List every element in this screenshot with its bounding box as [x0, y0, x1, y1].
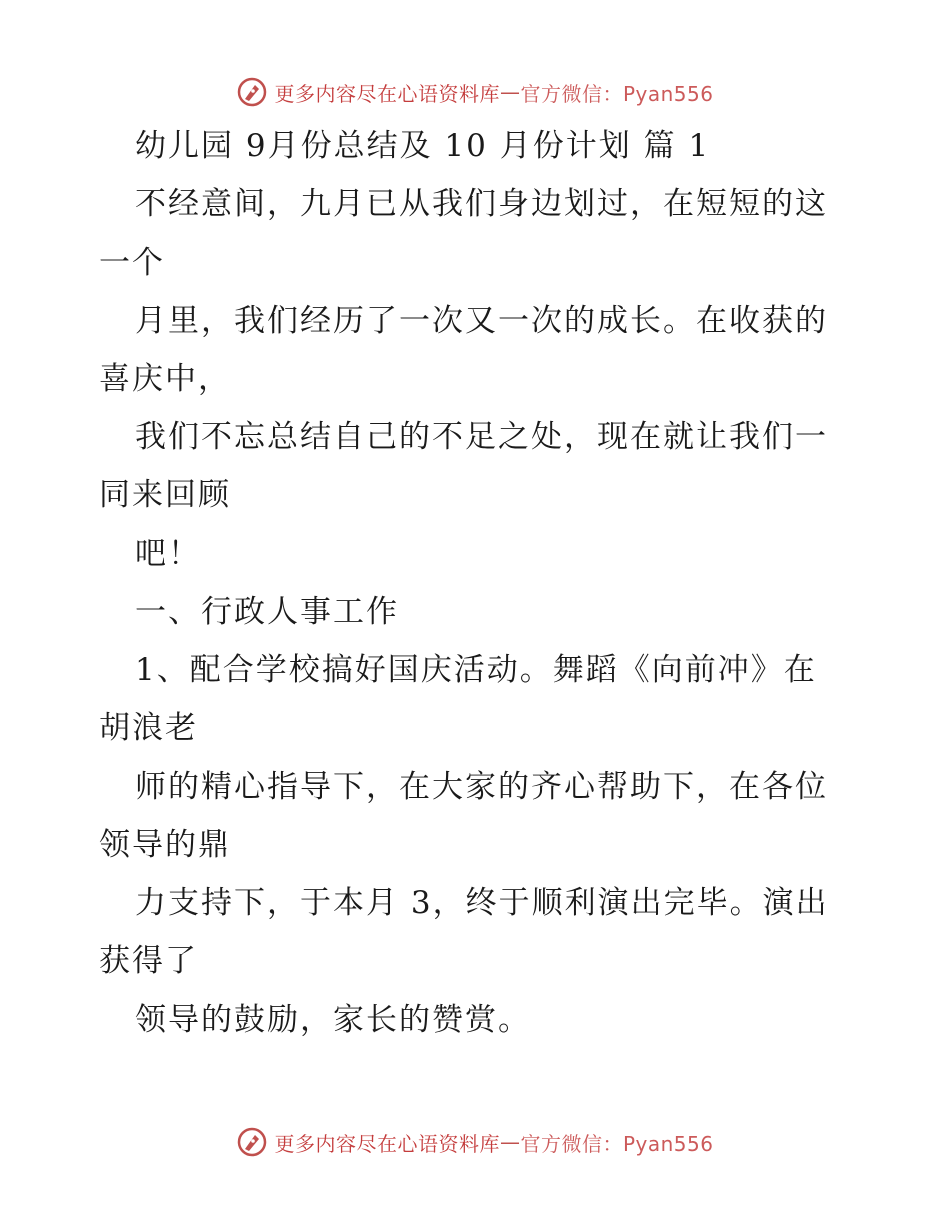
paragraph-line: 领导的鼎 [99, 827, 231, 863]
paragraph-line: 1、配合学校搞好国庆活动。舞蹈《向前冲》在 [135, 652, 817, 688]
document-title: 幼儿园 9月份总结及 10 月份计划 篇 1 [135, 128, 711, 164]
paragraph-line: 力支持下，于本月 3，终于顺利演出完毕。演出 [135, 885, 829, 921]
paragraph-line: 师的精心指导下，在大家的齐心帮助下，在各位 [135, 769, 828, 805]
footer-wechat-text: 官方微信：Pyan556 [520, 1131, 714, 1156]
footer-brand-text: 更多内容尽在心语资料库 [274, 1131, 500, 1156]
paragraph-line: 领导的鼓励，家长的赞赏。 [135, 1002, 531, 1038]
header-brand-text: 更多内容尽在心语资料库 [274, 81, 500, 106]
header-banner [0, 72, 950, 112]
paragraph-line: 月里，我们经历了一次又一次的成长。在收获的 [135, 303, 828, 339]
paragraph-line: 喜庆中， [99, 361, 231, 397]
header-wechat-text: 官方微信：Pyan556 [520, 81, 714, 106]
footer-dash: — [499, 1130, 521, 1154]
paragraph-line: 一个 [99, 245, 165, 281]
paragraph-line: 不经意间，九月已从我们身边划过，在短短的这 [135, 186, 828, 222]
pen-nib-logo-icon [236, 76, 268, 108]
section-heading: 一、行政人事工作 [135, 594, 399, 630]
paragraph-line: 我们不忘总结自己的不足之处，现在就让我们一 [135, 419, 828, 455]
paragraph-line: 同来回顾 [99, 477, 231, 513]
footer-banner [0, 1122, 950, 1162]
paragraph-line: 获得了 [99, 943, 198, 979]
header-dash: — [499, 80, 521, 104]
paragraph-line: 吧！ [135, 536, 201, 572]
pen-nib-logo-icon [236, 1126, 268, 1158]
paragraph-line: 胡浪老 [99, 710, 198, 746]
